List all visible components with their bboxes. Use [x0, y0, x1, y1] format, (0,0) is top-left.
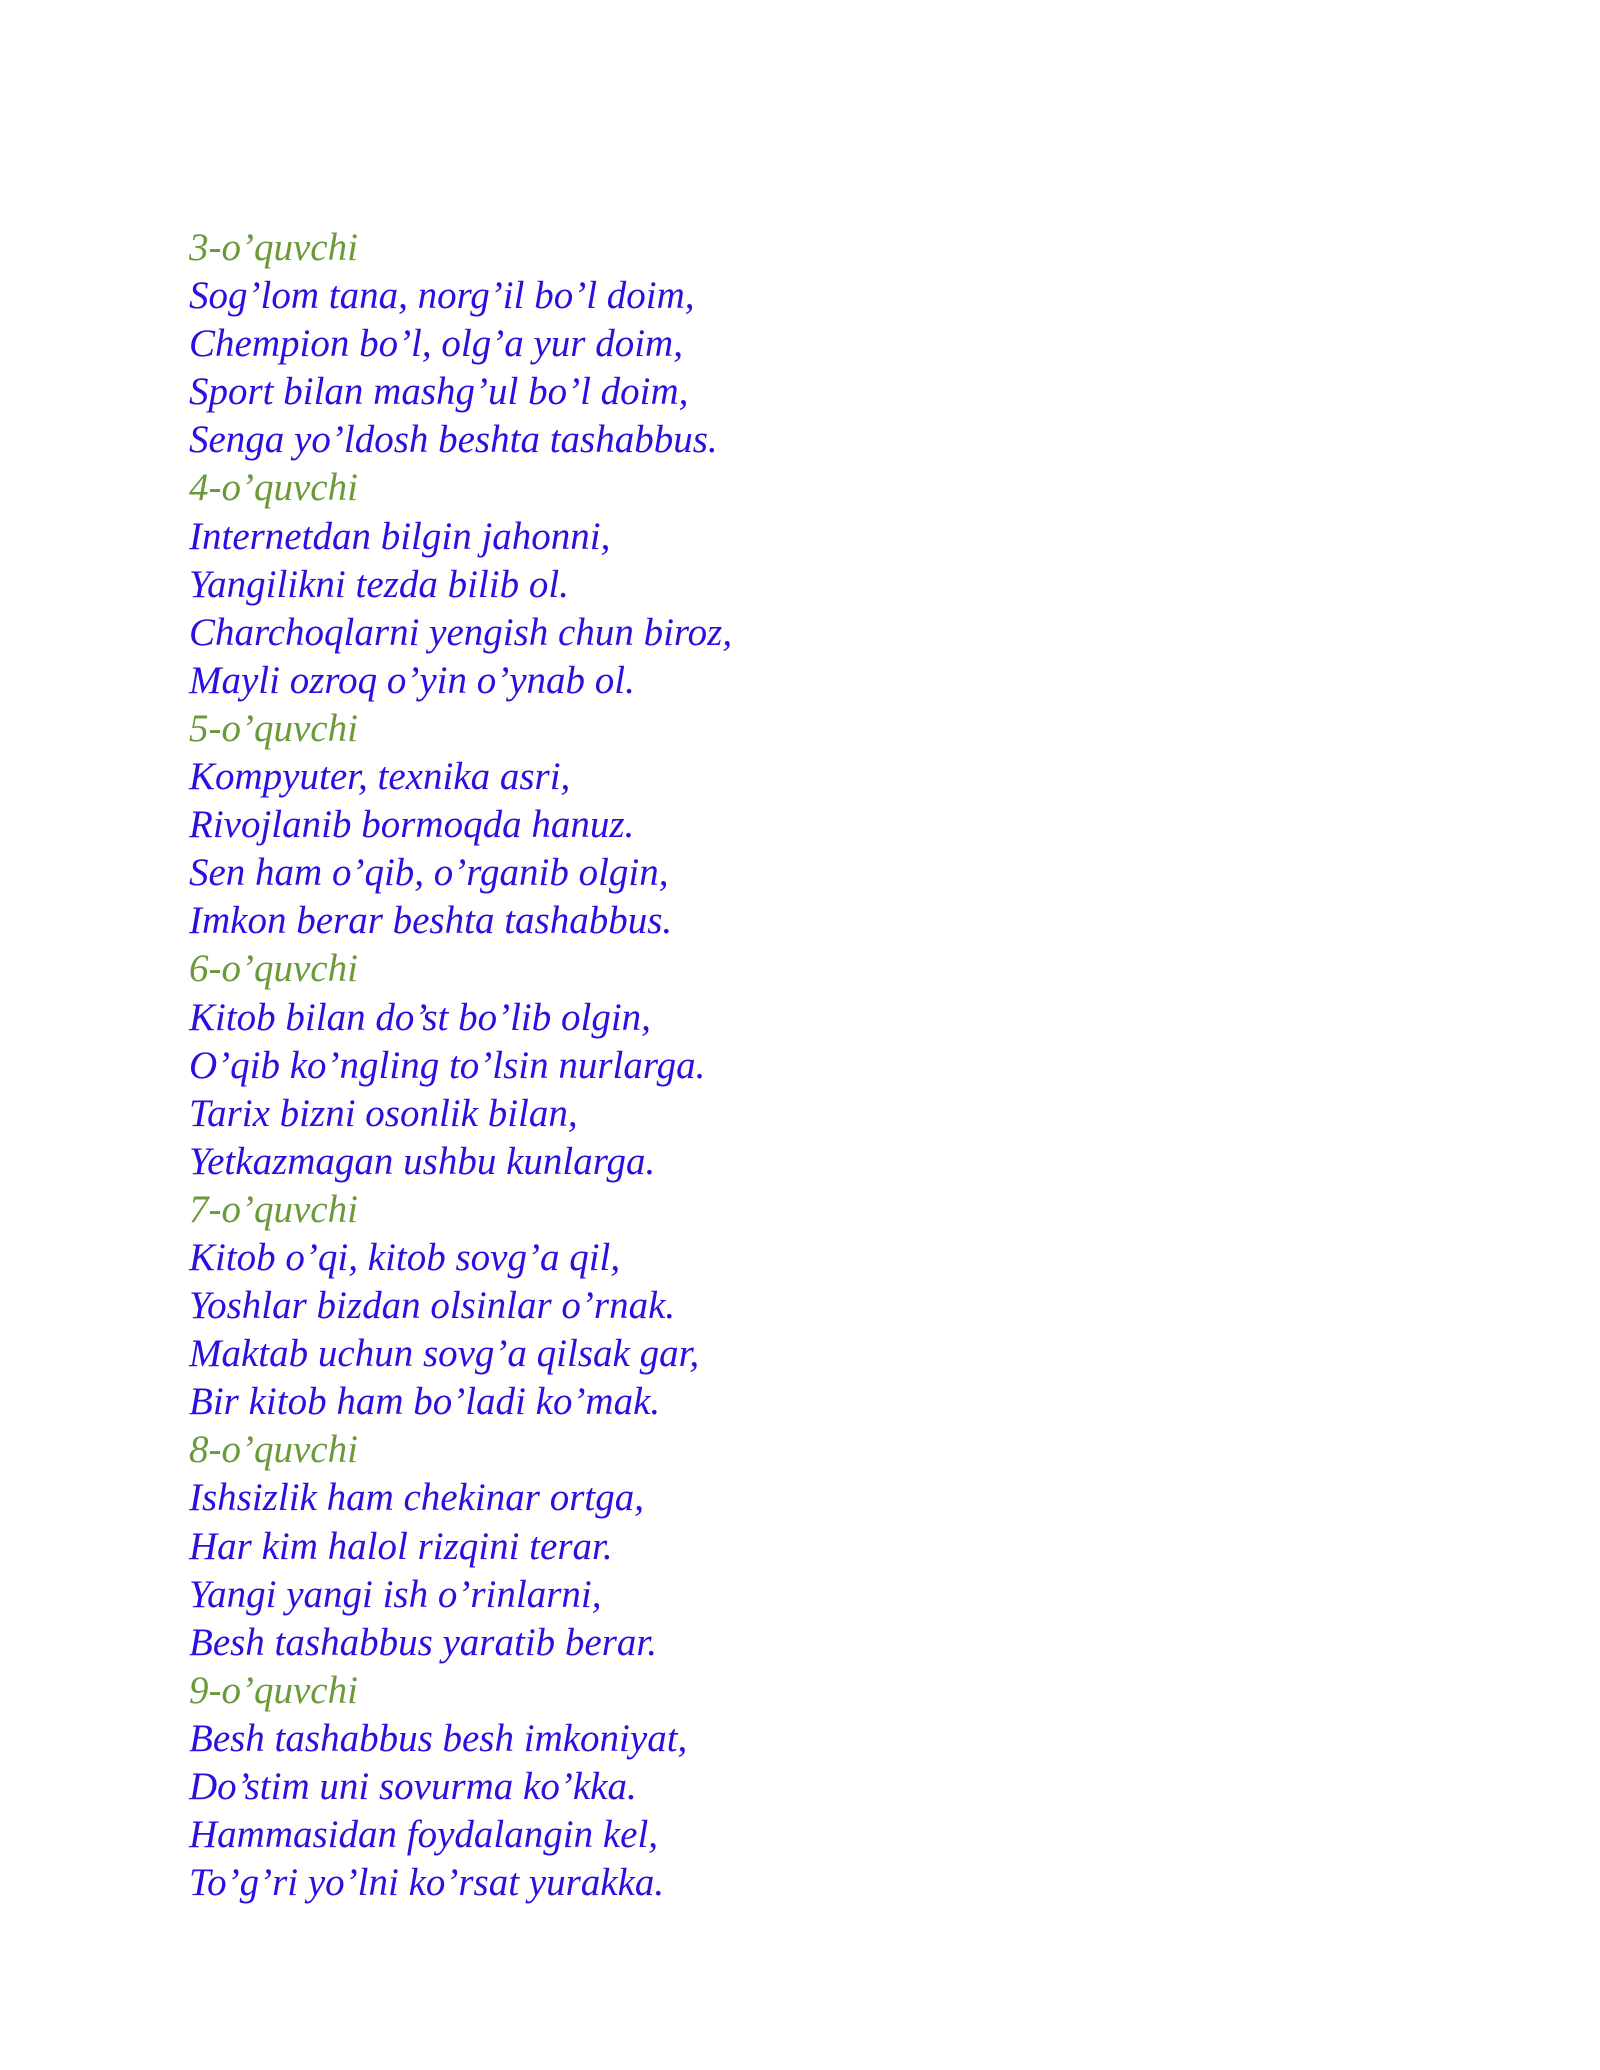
verse-line: Maktab uchun sovg’a qilsak gar,: [189, 1332, 700, 1376]
stanza-reader-3: [189, 224, 732, 464]
verse-line: Ishsizlik ham chekinar ortga,: [189, 1476, 644, 1520]
verse-line: Kitob bilan do’st bo’lib olgin,: [189, 995, 651, 1039]
verse-line: Chempion bo’l, olg’a yur doim,: [189, 322, 683, 366]
verse-line: Yoshlar bizdan olsinlar o’rnak.: [189, 1284, 676, 1328]
verse-line: Imkon berar beshta tashabbus.: [189, 899, 673, 943]
poem-text: [189, 224, 732, 1907]
verse-line: Sport bilan mashg’ul bo’l doim,: [189, 370, 689, 414]
verse-line: Besh tashabbus yaratib berar.: [189, 1620, 657, 1664]
reader-label: 5-o’quvchi: [189, 706, 358, 750]
verse-line: Mayli ozroq o’yin o’ynab ol.: [189, 658, 635, 702]
verse-line: Internetdan bilgin jahonni,: [189, 514, 611, 558]
reader-label: 8-o’quvchi: [189, 1428, 358, 1472]
stanza-reader-5: [189, 705, 732, 945]
verse-line: Besh tashabbus besh imkoniyat,: [189, 1716, 688, 1760]
stanza-reader-6: [189, 945, 732, 1185]
verse-line: Senga yo’ldosh beshta tashabbus.: [189, 418, 718, 462]
verse-line: Yetkazmagan ushbu kunlarga.: [189, 1139, 656, 1183]
verse-line: Yangilikni tezda bilib ol.: [189, 562, 569, 606]
verse-line: Sen ham o’qib, o’rganib olgin,: [189, 851, 669, 895]
verse-line: Rivojlanib bormoqda hanuz.: [189, 803, 635, 847]
stanza-reader-4: [189, 464, 732, 704]
verse-line: Do’stim uni sovurma ko’kka.: [189, 1765, 637, 1808]
reader-label: 7-o’quvchi: [189, 1187, 358, 1231]
stanza-reader-8: [189, 1426, 732, 1666]
verse-line: Kitob o’qi, kitob sovg’a qil,: [189, 1235, 621, 1279]
verse-line: Bir kitob ham bo’ladi ko’mak.: [189, 1380, 661, 1424]
reader-label: 9-o’quvchi: [189, 1668, 358, 1712]
verse-line: Tarix bizni osonlik bilan,: [189, 1091, 578, 1135]
verse-line: Charchoqlarni yengish chun biroz,: [189, 610, 733, 654]
reader-label: 6-o’quvchi: [189, 947, 358, 991]
verse-line: Yangi yangi ish o’rinlarni,: [189, 1572, 602, 1616]
verse-line: O’qib ko’ngling to’lsin nurlarga.: [189, 1043, 706, 1087]
verse-line: Har kim halol rizqini terar.: [189, 1524, 613, 1568]
reader-label: 3-o’quvchi: [189, 226, 358, 269]
verse-line: Kompyuter, texnika asri,: [189, 755, 571, 799]
stanza-reader-9: [189, 1667, 732, 1907]
verse-line: Sog’lom tana, norg’il bo’l doim,: [189, 274, 695, 318]
verse-line: Hammasidan foydalangin kel,: [189, 1813, 659, 1857]
stanza-reader-7: [189, 1186, 732, 1426]
verse-line: To’g’ri yo’lni ko’rsat yurakka.: [189, 1861, 665, 1905]
reader-label: 4-o’quvchi: [189, 466, 358, 510]
